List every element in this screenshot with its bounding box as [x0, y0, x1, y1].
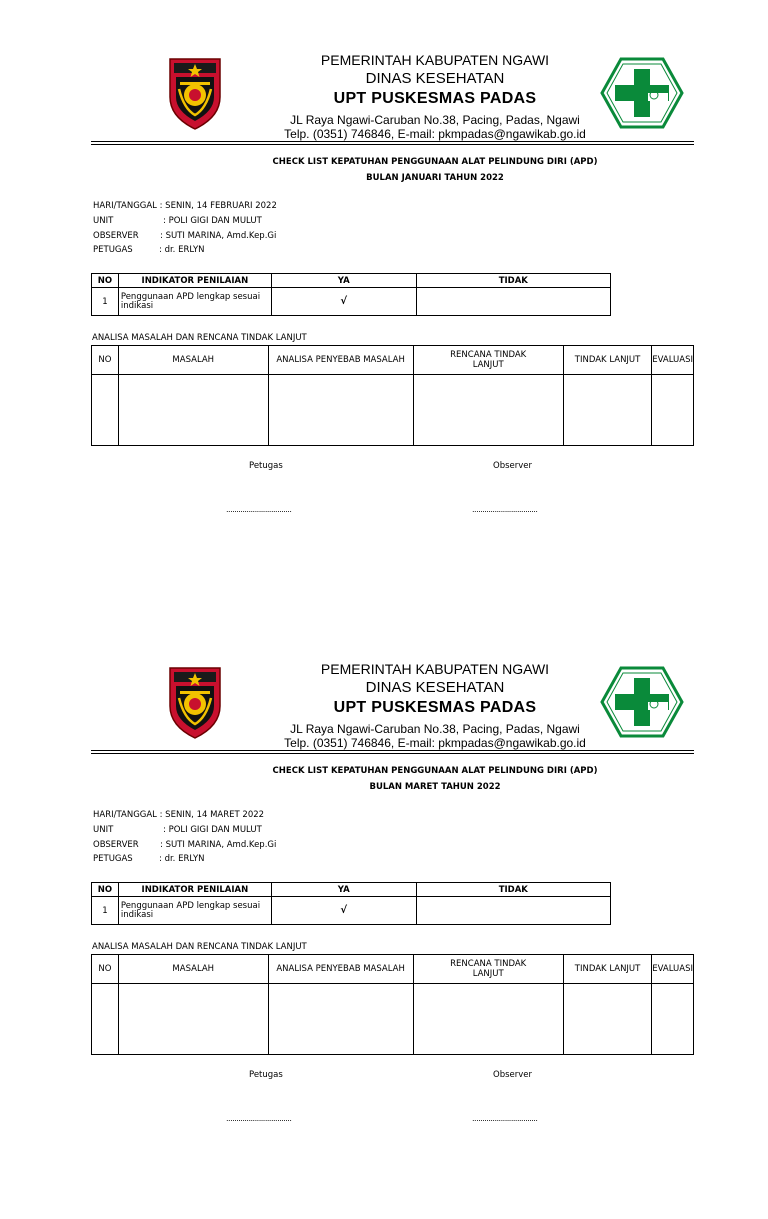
header-address: JL Raya Ngawi-Caruban No.38, Pacing, Padas, Ngawi	[290, 113, 580, 127]
info-petugas	[93, 854, 205, 864]
info-observer	[93, 231, 276, 241]
table-header-row	[92, 955, 694, 984]
table-cell	[413, 375, 563, 446]
cell-ya-checkmark: √	[271, 288, 416, 316]
signature-petugas-line: ................................	[226, 1114, 292, 1123]
analysis-section-title: ANALISA MASALAH DAN RENCANA TINDAK LANJUT	[92, 942, 307, 952]
table-cell	[652, 984, 694, 1055]
info-value: SENIN, 14 FEBRUARI 2022	[162, 201, 277, 211]
header-contact: Telp. (0351) 746846, E-mail: pkmpadas@ngawikab.go.id	[284, 127, 586, 141]
header-tindak-lanjut: TINDAK LANJUT	[563, 346, 651, 375]
info-label: OBSERVER	[93, 840, 139, 850]
table-header-row	[92, 883, 611, 897]
info-value: : dr. ERLYN	[159, 854, 205, 864]
cell-no: 1	[92, 288, 119, 316]
header-divider	[91, 750, 694, 751]
signature-observer-label: Observer	[493, 461, 532, 471]
signature-observer-line: ................................	[472, 1114, 538, 1123]
indicator-table	[91, 882, 611, 925]
header-analisa-penyebab: ANALISA PENYEBAB MASALAH	[268, 955, 413, 984]
header-analisa-penyebab: ANALISA PENYEBAB MASALAH	[268, 346, 413, 375]
header-no: NO	[92, 274, 119, 288]
info-hari-tanggal	[93, 810, 264, 820]
header-tindak-lanjut: TINDAK LANJUT	[563, 955, 651, 984]
header-institution: UPT PUSKESMAS PADAS	[333, 699, 537, 716]
info-value: : SUTI MARINA, Amd.Kep.Gi	[160, 231, 277, 241]
header-tidak: TIDAK	[416, 883, 610, 897]
header-indikator: INDIKATOR PENILAIAN	[118, 883, 271, 897]
table-cell	[563, 375, 651, 446]
analysis-table	[91, 345, 694, 446]
signature-observer-line: ................................	[472, 505, 538, 514]
info-label: PETUGAS	[93, 854, 133, 864]
table-header-row	[92, 346, 694, 375]
table-row	[92, 375, 694, 446]
header-department: DINAS KESEHATAN	[365, 679, 505, 696]
info-label: HARI/TANGGAL :	[93, 810, 163, 820]
form-page	[0, 609, 768, 1219]
info-unit	[93, 825, 262, 835]
header-masalah: MASALAH	[118, 346, 268, 375]
analysis-table	[91, 954, 694, 1055]
header-tidak: TIDAK	[416, 274, 610, 288]
signature-petugas-label: Petugas	[249, 1070, 283, 1080]
table-cell	[118, 984, 268, 1055]
cell-indikator: Penggunaan APD lengkap sesuai indikasi	[118, 288, 271, 316]
cell-tidak	[416, 288, 610, 316]
info-unit	[93, 216, 262, 226]
header-government: PEMERINTAH KABUPATEN NGAWI	[320, 52, 550, 68]
form-title: CHECK LIST KEPATUHAN PENGGUNAAN ALAT PELINDUNG DIRI (APD)	[272, 766, 598, 776]
header-department: DINAS KESEHATAN	[365, 70, 505, 87]
info-value: : POLI GIGI DAN MULUT	[163, 825, 262, 835]
info-value: SENIN, 14 MARET 2022	[162, 810, 265, 820]
header-rencana-tindak-lanjut: RENCANA TINDAK LANJUT	[413, 955, 563, 984]
header-ya: YA	[271, 883, 416, 897]
info-value: : POLI GIGI DAN MULUT	[163, 216, 262, 226]
form-period: BULAN JANUARI TAHUN 2022	[366, 173, 504, 183]
header-divider	[91, 144, 694, 145]
header-divider	[91, 141, 694, 142]
table-header-row	[92, 274, 611, 288]
header-no: NO	[92, 883, 119, 897]
info-label: OBSERVER	[93, 231, 139, 241]
header-address: JL Raya Ngawi-Caruban No.38, Pacing, Padas, Ngawi	[290, 722, 580, 736]
info-value: : SUTI MARINA, Amd.Kep.Gi	[160, 840, 277, 850]
info-value: : dr. ERLYN	[159, 245, 205, 255]
cell-indikator: Penggunaan APD lengkap sesuai indikasi	[118, 897, 271, 925]
table-cell	[563, 984, 651, 1055]
header-ya: YA	[271, 274, 416, 288]
table-cell	[92, 375, 119, 446]
table-cell	[652, 375, 694, 446]
header-no: NO	[92, 955, 119, 984]
table-row	[92, 984, 694, 1055]
table-row	[92, 897, 611, 925]
info-petugas	[93, 245, 205, 255]
cell-no: 1	[92, 897, 119, 925]
header-divider	[91, 753, 694, 754]
header-indikator: INDIKATOR PENILAIAN	[118, 274, 271, 288]
table-cell	[268, 984, 413, 1055]
table-cell	[92, 984, 119, 1055]
header-no: NO	[92, 346, 119, 375]
header-evaluasi: EVALUASI	[652, 346, 694, 375]
header-institution: UPT PUSKESMAS PADAS	[333, 90, 537, 107]
form-period: BULAN MARET TAHUN 2022	[369, 782, 501, 792]
header-masalah: MASALAH	[118, 955, 268, 984]
info-label: UNIT	[93, 216, 114, 226]
table-cell	[118, 375, 268, 446]
signature-observer-label: Observer	[493, 1070, 532, 1080]
info-observer	[93, 840, 276, 850]
analysis-section-title: ANALISA MASALAH DAN RENCANA TINDAK LANJUT	[92, 333, 307, 343]
header-contact: Telp. (0351) 746846, E-mail: pkmpadas@ngawikab.go.id	[284, 736, 586, 750]
info-label: PETUGAS	[93, 245, 133, 255]
cell-tidak	[416, 897, 610, 925]
info-hari-tanggal	[93, 201, 277, 211]
indicator-table	[91, 273, 611, 316]
table-row	[92, 288, 611, 316]
header-government: PEMERINTAH KABUPATEN NGAWI	[320, 661, 550, 677]
signature-petugas-line: ................................	[226, 505, 292, 514]
form-title: CHECK LIST KEPATUHAN PENGGUNAAN ALAT PELINDUNG DIRI (APD)	[272, 157, 598, 167]
info-label: UNIT	[93, 825, 114, 835]
cell-ya-checkmark: √	[271, 897, 416, 925]
info-label: HARI/TANGGAL :	[93, 201, 163, 211]
header-rencana-tindak-lanjut: RENCANA TINDAK LANJUT	[413, 346, 563, 375]
table-cell	[268, 375, 413, 446]
signature-petugas-label: Petugas	[249, 461, 283, 471]
header-evaluasi: EVALUASI	[652, 955, 694, 984]
table-cell	[413, 984, 563, 1055]
